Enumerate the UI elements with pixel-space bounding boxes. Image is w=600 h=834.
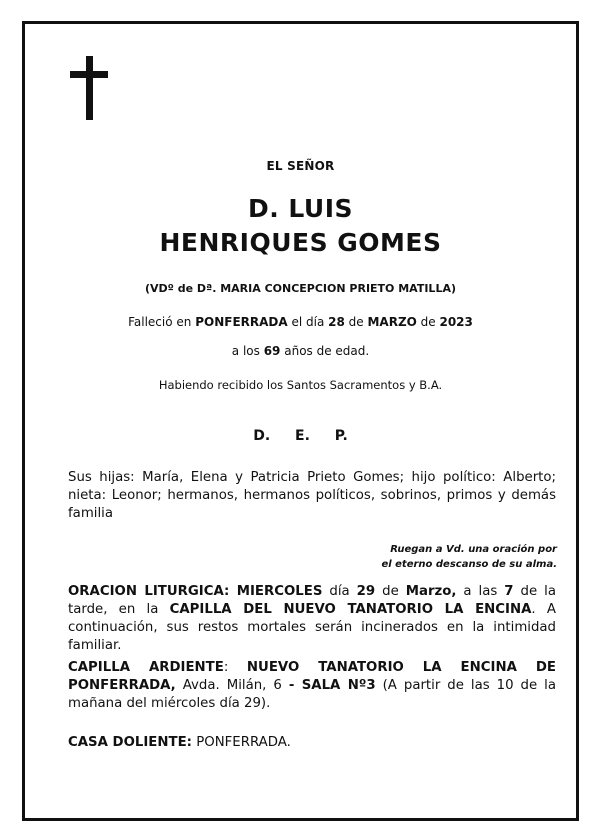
name-line-2: HENRIQUES GOMES <box>159 228 442 257</box>
name-line-1: D. LUIS <box>247 194 354 223</box>
title: EL SEÑOR <box>266 159 335 173</box>
family-list: Sus hijas: María, Elena y Patricia Prieto Gomes; hijo político: Alberto; nieta: Leonor; hermanos, hermanos políticos, sobrinos, primos y demás familia <box>68 470 556 521</box>
death-info: Falleció en PONFERRADA el día 28 de MARZO de 2023 <box>128 315 473 329</box>
ceremony-info: ORACION LITURGICA: MIERCOLES día 29 de Marzo, a las 7 de la tarde, en la CAPILLA DEL NUEVO TANATORIO LA ENCINA. A continuación, sus restos mortales serán incinerados en la intimidad familiar. <box>68 584 556 653</box>
widower-note: (VDº de Dª. MARIA CONCEPCION PRIETO MATILLA) <box>145 282 456 295</box>
age-info: a los 69 años de edad. <box>231 344 370 358</box>
prayer-request: Ruegan a Vd. una oración por el eterno descanso de su alma. <box>381 544 557 570</box>
chapel-info: CAPILLA ARDIENTE: NUEVO TANATORIO LA ENCINA DE PONFERRADA, Avda. Milán, 6 - SALA Nº3 (A partir de las 10 de la mañana del miércoles día 29). <box>68 660 556 711</box>
dep-initials: D. E. P. <box>253 428 348 444</box>
cross-icon <box>70 56 108 120</box>
sacraments-note: Habiendo recibido los Santos Sacramentos y B.A. <box>158 378 443 392</box>
house-info: CASA DOLIENTE: PONFERRADA. <box>68 735 291 750</box>
